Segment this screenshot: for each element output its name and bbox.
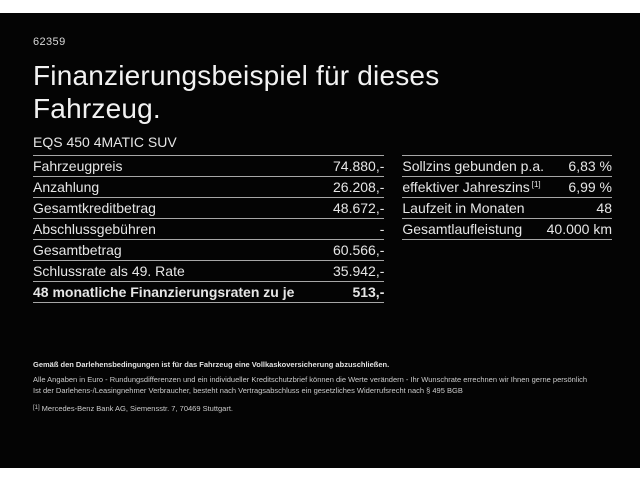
letterbox-bottom — [0, 468, 640, 480]
table-row — [33, 219, 384, 240]
page-title: Finanzierungsbeispiel für dieses Fahrzeug. — [33, 60, 440, 124]
financing-table — [33, 155, 384, 303]
row-label — [402, 200, 526, 216]
table-row — [33, 282, 384, 303]
row-label: Gesamtbetrag — [33, 242, 122, 258]
conditions-table — [402, 155, 612, 240]
vehicle-model: EQS 450 4MATIC SUV — [33, 134, 177, 150]
row-label: Schlussrate als 49. Rate — [33, 263, 185, 279]
legal-footer — [33, 360, 612, 414]
row-value: 40.000 km — [546, 221, 612, 237]
row-value: - — [379, 221, 385, 237]
row-value: 35.942,- — [333, 263, 385, 279]
table-row — [33, 261, 384, 282]
row-value: 74.880,- — [333, 158, 385, 174]
financing-example-panel — [0, 13, 640, 468]
row-label-text: effektiver Jahreszins — [402, 179, 530, 195]
disclaimer-line-2: Ist der Darlehens-/Leasingnehmer Verbraucher, besteht nach Vertragsabschluss ein gesetzliches Widerrufsrecht nach § 495 BGB — [33, 386, 463, 395]
row-label-text: Gesamtlaufleistung — [402, 221, 523, 237]
table-row — [33, 198, 384, 219]
table-row — [402, 198, 612, 219]
table-row — [33, 177, 384, 198]
row-label: Anzahlung — [33, 179, 100, 195]
row-label: Gesamtkreditbetrag — [33, 200, 156, 216]
tables-area — [33, 155, 612, 303]
row-value: 513,- — [352, 284, 385, 300]
table-row — [402, 219, 612, 240]
row-label-text: Sollzins gebunden p.a. — [402, 158, 545, 174]
row-value: 48.672,- — [333, 200, 385, 216]
row-value: 6,83 % — [568, 158, 612, 174]
row-value: 60.566,- — [333, 242, 385, 258]
row-value: 26.208,- — [333, 179, 385, 195]
row-label — [402, 221, 524, 237]
table-row — [33, 156, 384, 177]
row-label-text: Laufzeit in Monaten — [402, 200, 525, 216]
disclaimer-line-1: Alle Angaben in Euro - Rundungsdifferenzen und ein individueller Kreditschutzbrief können die Werte verändern - Ihr Wunschrate errechnen wir Ihnen gerne persönlich — [33, 375, 588, 384]
row-label: 48 monatliche Finanzierungsraten zu je — [33, 284, 295, 300]
row-label — [402, 158, 546, 174]
listing-id: 62359 — [33, 36, 66, 48]
footnote-text: Mercedes-Benz Bank AG, Siemensstr. 7, 70469 Stuttgart. — [41, 404, 234, 413]
bank-footnote — [33, 403, 612, 414]
row-label — [402, 179, 540, 195]
letterbox-top — [0, 0, 640, 13]
insurance-note: Gemäß den Darlehensbedingungen ist für das Fahrzeug eine Vollkaskoversicherung abzuschließen. — [33, 360, 390, 369]
row-label: Fahrzeugpreis — [33, 158, 123, 174]
table-row — [402, 156, 612, 177]
footnote-marker: [1] — [33, 405, 40, 411]
footnote-ref: [1] — [531, 180, 541, 189]
table-row — [33, 240, 384, 261]
row-label: Abschlussgebühren — [33, 221, 156, 237]
table-row — [402, 177, 612, 198]
row-value: 6,99 % — [568, 179, 612, 195]
row-value: 48 — [596, 200, 612, 216]
